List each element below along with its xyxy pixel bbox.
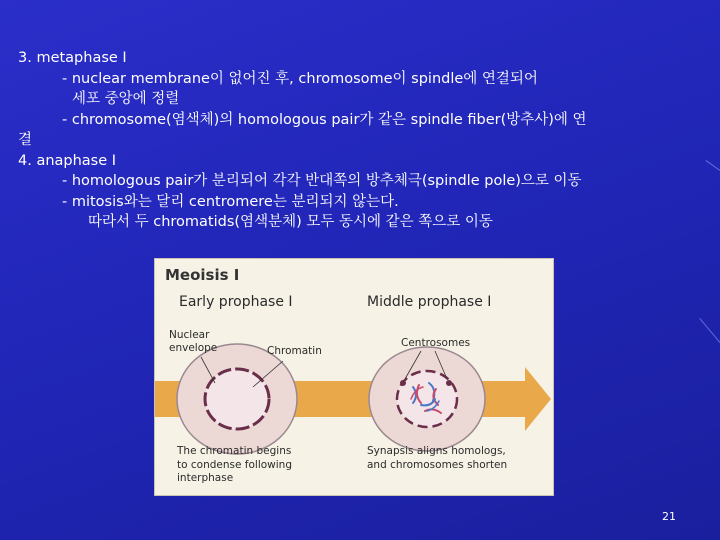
nucleus-middle (397, 371, 457, 427)
phase-label-early: Early prophase I (179, 294, 293, 310)
caption-middle-line: and chromosomes shorten (367, 458, 508, 471)
page-number: 21 (662, 510, 676, 523)
centrosome-right (446, 380, 452, 386)
caption-early (177, 445, 292, 486)
bullet-line: - chromosome(염색체)의 homologous pair가 같은 spindle fiber(방추사)에 연 (62, 111, 587, 128)
caption-early-line: The chromatin begins (177, 445, 292, 457)
bullet-line: - mitosis와는 달리 centromere는 분리되지 않는다. (62, 193, 399, 210)
caption-early-line: interphase (177, 472, 234, 484)
nucleus-early (205, 369, 269, 429)
figure-title: Meoisis I (165, 266, 240, 284)
bullet-line-wrap: 결 (18, 132, 33, 148)
label-chromatin: Chromatin (267, 345, 322, 357)
label-centrosomes: Centrosomes (401, 337, 471, 349)
bullet-line: - nuclear membrane이 없어진 후, chromosome이 spindle에 연결되어 (62, 70, 538, 87)
bullet-line: 세포 중앙에 정렬 (72, 91, 180, 107)
decorative-line (699, 318, 720, 349)
bullet-line: - homologous pair가 분리되어 각각 반대쪽의 방추체극(spindle pole)으로 이동 (62, 173, 582, 189)
slide-body (18, 48, 708, 233)
phase-label-middle: Middle prophase I (367, 294, 492, 310)
caption-middle (367, 445, 507, 472)
caption-middle-line: Synapsis aligns homologs, (367, 445, 506, 457)
label-nuclear-envelope (169, 329, 217, 355)
label-nuclear-line2: envelope (169, 342, 218, 354)
meiosis-figure (154, 258, 554, 496)
bullet-line: 따라서 두 chromatids(염색분체) 모두 동시에 같은 쪽으로 이동 (88, 214, 493, 230)
caption-early-line: to condense following (177, 458, 292, 471)
heading-anaphase: 4. anaphase I (18, 152, 117, 169)
centrosome-left (400, 380, 406, 386)
heading-metaphase: 3. metaphase I (18, 50, 127, 66)
label-nuclear-line1: Nuclear (169, 329, 210, 341)
